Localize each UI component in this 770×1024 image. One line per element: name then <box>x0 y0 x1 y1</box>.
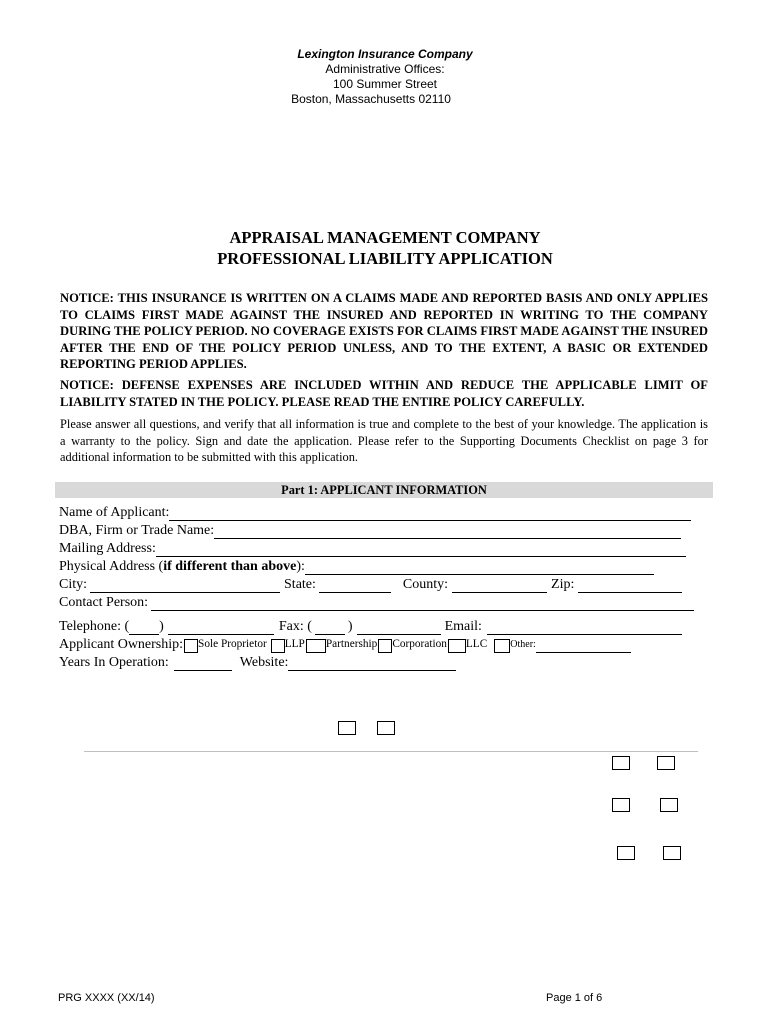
mailing-address-field[interactable] <box>156 543 686 557</box>
city-row <box>59 576 682 593</box>
other-field[interactable] <box>536 641 631 653</box>
form-id: PRG XXXX (XX/14) <box>58 992 155 1004</box>
llp-checkbox[interactable] <box>271 639 285 653</box>
physical-address-field[interactable] <box>305 561 654 575</box>
ownership-row <box>59 636 631 653</box>
mailing-label: Mailing Address: <box>59 541 156 556</box>
title-line-2: PROFESSIONAL LIABILITY APPLICATION <box>217 249 553 268</box>
other-label: Other: <box>510 639 536 650</box>
physical-label: Physical Address ( <box>59 559 164 574</box>
instructions-paragraph: Please answer all questions, and verify that all information is true and complete to the best of your knowledge. The application is a warranty to the policy. Sign and date the application. Please refer to the Supporting Documents Checklist on page 3 for additional information to be submitted with this application. <box>60 417 708 465</box>
office-label: Administrative Offices: <box>325 62 445 76</box>
city-field[interactable] <box>90 579 280 593</box>
telephone-field[interactable] <box>168 621 274 635</box>
sole-proprietor-label: Sole Proprietor <box>198 638 267 650</box>
no-checkbox-4[interactable] <box>663 846 681 860</box>
dba-field[interactable] <box>214 525 681 539</box>
defense-expenses-notice: NOTICE: DEFENSE EXPENSES ARE INCLUDED WITHIN AND REDUCE THE APPLICABLE LIMIT OF LIABILITY STATED IN THE POLICY. PLEASE READ THE ENTIRE POLICY CAREFULLY. <box>60 378 708 409</box>
no-checkbox-2[interactable] <box>657 756 675 770</box>
contact-row <box>59 594 694 611</box>
applicant-name-row <box>59 504 691 521</box>
title-line-1: APPRAISAL MANAGEMENT COMPANY <box>229 228 541 247</box>
contact-info-row <box>59 618 682 635</box>
sole-proprietor-checkbox[interactable] <box>184 639 198 653</box>
llc-label: LLC <box>465 638 488 650</box>
physical-label-end: ): <box>296 559 305 574</box>
street-address: 100 Summer Street <box>332 77 438 91</box>
llc-checkbox[interactable] <box>448 639 466 653</box>
county-field[interactable] <box>452 579 547 593</box>
years-row <box>59 654 456 671</box>
llp-label: LLP <box>284 638 305 650</box>
physical-label-bold: if different than above <box>163 559 297 574</box>
county-label: County: <box>402 577 449 592</box>
zip-label: Zip: <box>551 577 575 592</box>
dba-row <box>59 522 681 539</box>
part1-heading: Part 1: APPLICANT INFORMATION <box>55 482 713 498</box>
fax-field[interactable] <box>357 621 441 635</box>
claims-made-notice: NOTICE: THIS INSURANCE IS WRITTEN ON A CLAIMS MADE AND REPORTED BASIS AND ONLY APPLIES TO CLAIMS FIRST MADE AGAINST THE INSURED AND REPORTED IN WRITING TO THE COMPANY DURING THE POLICY PERIOD. NO COVERAGE EXISTS FOR CLAIMS FIRST MADE AGAINST THE INSURED AFTER THE END OF THE POLICY PERIOD UNLESS, AND TO THE EXTENT, A BASIC OR EXTENDED REPORTING PERIOD APPLIES. <box>60 291 708 372</box>
fax-area-field[interactable] <box>315 621 345 635</box>
ownership-label: Applicant Ownership: <box>59 637 184 652</box>
state-field[interactable] <box>319 579 391 593</box>
telephone-area-field[interactable] <box>129 621 159 635</box>
yes-checkbox-4[interactable] <box>617 846 635 860</box>
company-name: Lexington Insurance Company <box>297 47 473 61</box>
section-divider <box>84 751 698 752</box>
telephone-label: Telephone: ( <box>59 619 130 634</box>
other-checkbox[interactable] <box>494 639 510 653</box>
partnership-checkbox[interactable] <box>306 639 326 653</box>
corporation-label: Corporation <box>392 638 447 650</box>
email-label: Email: <box>444 619 482 634</box>
page-number: Page 1 of 6 <box>546 992 603 1004</box>
city-address: Boston, Massachusetts 02110 <box>291 92 451 106</box>
dba-label: DBA, Firm or Trade Name: <box>59 523 215 538</box>
corporation-checkbox[interactable] <box>378 639 392 653</box>
state-label: State: <box>284 577 316 592</box>
fax-close: ) <box>347 619 353 634</box>
yes-checkbox-1[interactable] <box>338 721 356 735</box>
telephone-close: ) <box>159 619 164 634</box>
yes-checkbox-2[interactable] <box>612 756 630 770</box>
partnership-label: Partnership <box>325 638 378 650</box>
physical-row <box>59 558 654 575</box>
contact-label: Contact Person: <box>59 595 149 610</box>
contact-person-field[interactable] <box>151 597 694 611</box>
fax-label: Fax: ( <box>278 619 312 634</box>
mailing-row <box>59 540 686 557</box>
email-field[interactable] <box>487 621 682 635</box>
city-label: City: <box>59 577 88 592</box>
website-label: Website: <box>239 655 289 670</box>
name-label: Name of Applicant: <box>59 505 170 520</box>
yes-checkbox-3[interactable] <box>612 798 630 812</box>
years-field[interactable] <box>174 657 232 671</box>
years-label: Years In Operation: <box>59 655 169 670</box>
zip-field[interactable] <box>578 579 682 593</box>
no-checkbox-3[interactable] <box>660 798 678 812</box>
applicant-name-field[interactable] <box>169 507 691 521</box>
website-field[interactable] <box>288 657 456 671</box>
no-checkbox-1[interactable] <box>377 721 395 735</box>
